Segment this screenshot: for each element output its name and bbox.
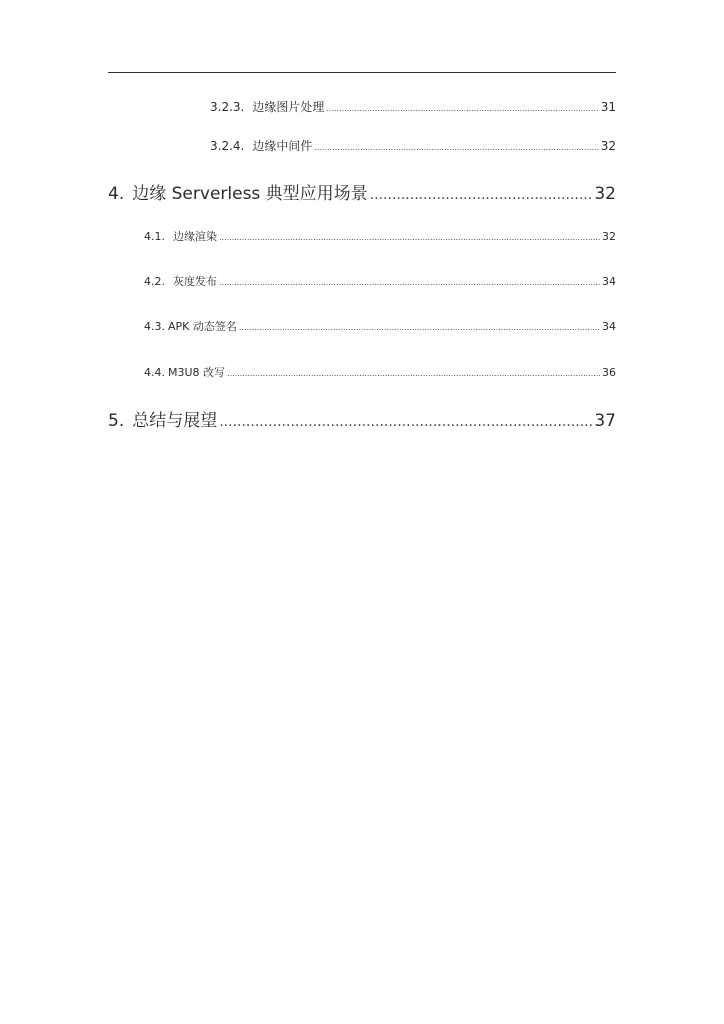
toc-title: 边缘图片处理 — [252, 100, 325, 114]
toc-page-number: 34 — [602, 275, 616, 288]
toc-number: 5. — [108, 411, 125, 431]
toc-title: 总结与展望 — [132, 411, 218, 431]
toc-page-number: 31 — [600, 100, 616, 114]
toc-page-number: 34 — [602, 320, 616, 333]
toc-title: 灰度发布 — [173, 275, 217, 288]
toc-leader-dots — [370, 187, 593, 203]
toc-page-number: 32 — [594, 184, 616, 204]
toc-entry-3-2-4[interactable] — [210, 137, 616, 154]
toc-number: 3.2.4. — [210, 139, 245, 153]
toc-leader-dots — [326, 104, 598, 113]
toc-number: 4.1. — [144, 230, 165, 243]
toc-leader-dots — [219, 233, 600, 242]
toc-leader-dots — [227, 369, 600, 378]
toc-entry-3-2-3[interactable] — [210, 98, 616, 115]
toc-leader-dots — [239, 323, 600, 332]
toc-leader-dots — [219, 414, 592, 430]
toc-number: 4. — [108, 184, 125, 204]
toc-entry-4[interactable] — [108, 179, 616, 204]
toc-page-number: 32 — [602, 230, 616, 243]
toc-number: 4.3. — [144, 320, 165, 333]
toc-number: 4.4. — [144, 366, 165, 379]
toc-leader-dots — [219, 278, 600, 287]
toc-entry-5[interactable] — [108, 406, 616, 431]
toc-title: APK 动态签名 — [168, 320, 237, 333]
toc-page-number: 37 — [594, 411, 616, 431]
toc-entry-4-3[interactable] — [144, 318, 616, 334]
toc-title: 边缘渲染 — [173, 230, 217, 243]
toc-page-number: 32 — [600, 139, 616, 153]
toc-title: 边缘 Serverless 典型应用场景 — [132, 184, 368, 204]
toc-page-number: 36 — [602, 366, 616, 379]
toc-title: M3U8 改写 — [168, 366, 226, 379]
toc-number: 3.2.3. — [210, 100, 245, 114]
toc-title: 边缘中间件 — [252, 139, 313, 153]
toc-entry-4-1[interactable] — [144, 228, 616, 244]
toc-entry-4-2[interactable] — [144, 273, 616, 289]
toc-entry-4-4[interactable] — [144, 364, 616, 380]
toc-number: 4.2. — [144, 275, 165, 288]
toc-leader-dots — [314, 143, 598, 152]
